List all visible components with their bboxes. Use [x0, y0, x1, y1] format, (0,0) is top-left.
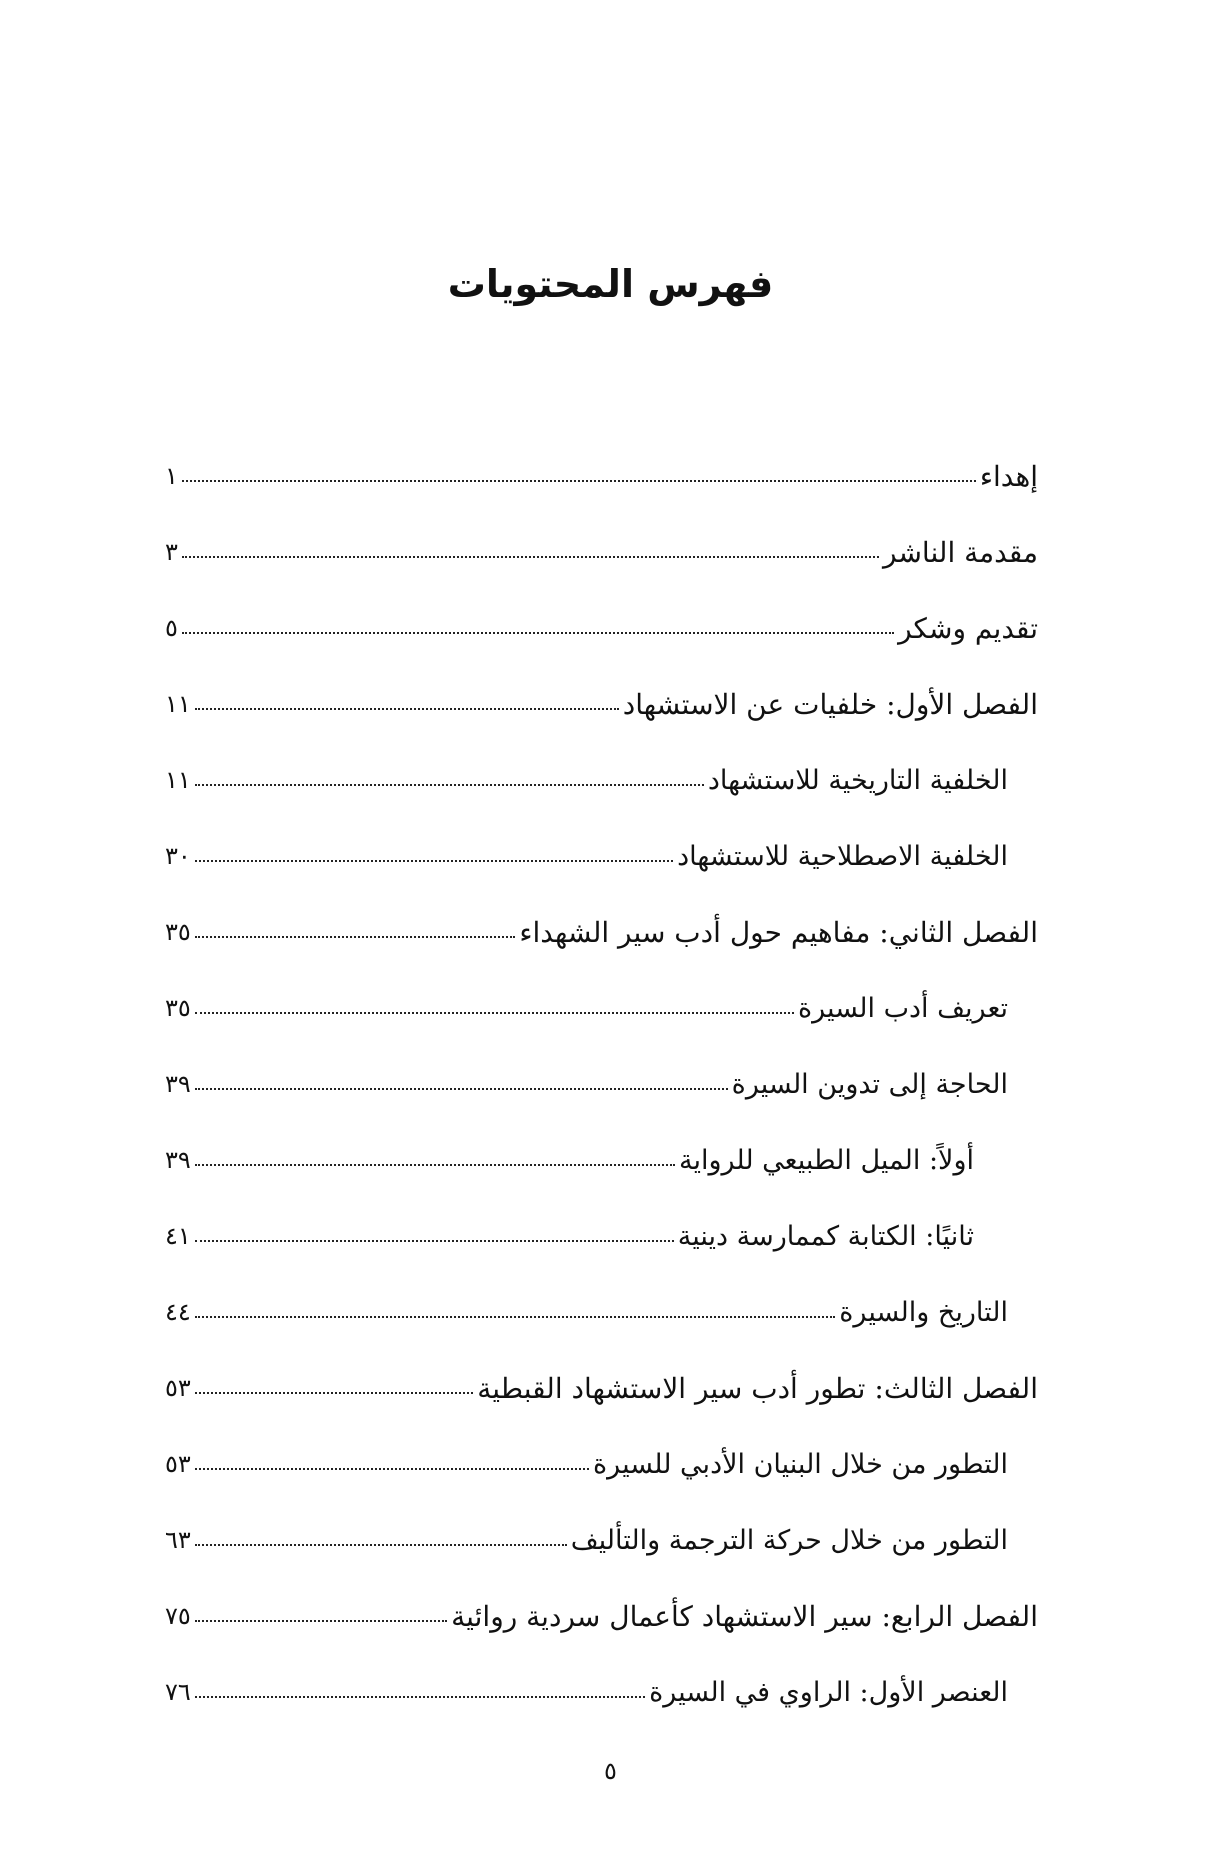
toc-entry-page: ٤١	[165, 1222, 191, 1250]
toc-entry	[165, 1502, 1038, 1578]
toc-entry	[165, 590, 1038, 666]
page-number: ٥	[604, 1757, 617, 1785]
toc-entry-page: ٣٩	[165, 1146, 191, 1174]
toc-entry-page: ٣	[165, 538, 178, 566]
dot-leader	[182, 556, 879, 558]
dot-leader	[195, 1392, 473, 1394]
dot-leader	[195, 1240, 674, 1242]
toc-entry-title: التطور من خلال البنيان الأدبي للسيرة	[593, 1448, 1008, 1480]
dot-leader	[195, 708, 619, 710]
toc-entry-title: الخلفية التاريخية للاستشهاد	[707, 764, 1008, 796]
table-of-contents	[165, 438, 1038, 1730]
dot-leader	[195, 1088, 728, 1090]
toc-entry	[165, 1426, 1038, 1502]
toc-entry	[165, 438, 1038, 514]
toc-entry	[165, 514, 1038, 590]
dot-leader	[182, 480, 976, 482]
toc-entry-title: التاريخ والسيرة	[839, 1296, 1008, 1328]
toc-entry-page: ٥	[165, 614, 178, 642]
toc-entry-title: الخلفية الاصطلاحية للاستشهاد	[677, 840, 1008, 872]
dot-leader	[195, 860, 673, 862]
toc-entry-title: الفصل الثالث: تطور أدب سير الاستشهاد القبطية	[477, 1371, 1038, 1405]
toc-entry-page: ٣٩	[165, 1070, 191, 1098]
toc-entry-title: العنصر الأول: الراوي في السيرة	[649, 1676, 1008, 1708]
dot-leader	[195, 784, 704, 786]
toc-entry-title: أولاً: الميل الطبيعي للرواية	[678, 1144, 974, 1176]
toc-entry-page: ١١	[165, 766, 191, 794]
dot-leader	[195, 1468, 589, 1470]
toc-entry-title: الفصل الأول: خلفيات عن الاستشهاد	[622, 687, 1038, 721]
toc-entry	[165, 1046, 1038, 1122]
toc-entry-title: مقدمة الناشر	[883, 535, 1038, 569]
toc-entry-page: ١١	[165, 690, 191, 718]
toc-entry	[165, 818, 1038, 894]
toc-entry-page: ٥٣	[165, 1450, 191, 1478]
toc-entry-title: الحاجة إلى تدوين السيرة	[731, 1068, 1008, 1100]
toc-entry-title: الفصل الثاني: مفاهيم حول أدب سير الشهداء	[519, 915, 1038, 949]
dot-leader	[195, 1620, 447, 1622]
toc-entry-page: ٣٥	[165, 994, 191, 1022]
toc-entry	[165, 1198, 1038, 1274]
dot-leader	[195, 1164, 675, 1166]
toc-entry-page: ١	[165, 462, 178, 490]
toc-entry-page: ٣٠	[165, 842, 191, 870]
toc-entry-title: تعريف أدب السيرة	[797, 992, 1008, 1024]
toc-entry-title: إهداء	[979, 459, 1038, 493]
toc-entry-title: ثانيًا: الكتابة كممارسة دينية	[677, 1220, 974, 1252]
dot-leader	[195, 1696, 645, 1698]
toc-entry-page: ٣٥	[165, 918, 191, 946]
toc-entry-page: ٤٤	[165, 1298, 191, 1326]
dot-leader	[182, 632, 894, 634]
dot-leader	[195, 1316, 836, 1318]
page-title: فهرس المحتويات	[447, 262, 774, 306]
toc-entry	[165, 1122, 1038, 1198]
toc-entry-page: ٥٣	[165, 1374, 191, 1402]
toc-entry-title: التطور من خلال حركة الترجمة والتأليف	[570, 1524, 1008, 1556]
toc-entry	[165, 1578, 1038, 1654]
toc-entry	[165, 894, 1038, 970]
toc-entry-page: ٦٣	[165, 1526, 191, 1554]
dot-leader	[195, 1012, 794, 1014]
toc-entry	[165, 742, 1038, 818]
toc-entry-title: تقديم وشكر	[898, 611, 1038, 645]
toc-entry-page: ٧٥	[165, 1602, 191, 1630]
toc-entry	[165, 666, 1038, 742]
toc-entry	[165, 1274, 1038, 1350]
toc-entry	[165, 1654, 1038, 1730]
toc-entry	[165, 970, 1038, 1046]
toc-entry-title: الفصل الرابع: سير الاستشهاد كأعمال سردية روائية	[451, 1599, 1038, 1633]
dot-leader	[195, 1544, 567, 1546]
dot-leader	[195, 936, 516, 938]
toc-entry-page: ٧٦	[165, 1678, 191, 1706]
toc-entry	[165, 1350, 1038, 1426]
